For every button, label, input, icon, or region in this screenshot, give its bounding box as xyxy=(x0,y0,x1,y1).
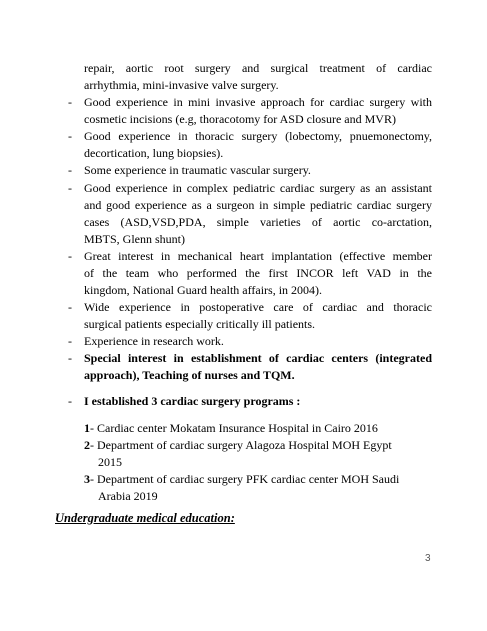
bullet-dash: - xyxy=(68,181,72,195)
bullet-dash: - xyxy=(68,351,72,365)
program-text: - Department of cardiac surgery PFK cardiac center MOH Saudi xyxy=(90,472,400,486)
bullet-line: of the team who performed the first INCOR left VAD in the xyxy=(84,266,432,280)
program-text: - Department of cardiac surgery Alagoza Hospital MOH Egypt xyxy=(90,438,392,452)
bullet-line: MBTS, Glenn shunt) xyxy=(84,232,186,246)
program-item xyxy=(84,437,432,454)
bullet-line: Good experience in thoracic surgery (lobectomy, pnuemonectomy, xyxy=(84,129,432,143)
program-number: 1 xyxy=(84,421,90,435)
program-number: 3 xyxy=(84,472,90,486)
program-text: - Cardiac center Mokatam Insurance Hospital in Cairo 2016 xyxy=(90,421,378,435)
programs-heading: I established 3 cardiac surgery programs : xyxy=(84,394,301,408)
bullet-line: kingdom, National Guard health affairs, in 2004). xyxy=(84,283,323,297)
bullet-line: cases (ASD,VSD,PDA, simple varieties of aortic co-arctation, xyxy=(84,215,432,229)
bullet-line: Wide experience in postoperative care of cardiac and thoracic xyxy=(84,300,432,314)
program-text: Arabia 2019 xyxy=(98,489,158,503)
bullet-line: approach), Teaching of nurses and TQM. xyxy=(84,368,295,382)
bullet-line: Some experience in traumatic vascular surgery. xyxy=(84,163,311,177)
bullet-line: Experience in research work. xyxy=(84,334,224,348)
bullet-line: surgical patients especially critically ill patients. xyxy=(84,317,316,331)
bullet-line: Good experience in mini invasive approach for cardiac surgery with xyxy=(84,95,432,109)
intro-line: arrhythmia, mini-invasive valve surgery. xyxy=(84,78,279,92)
program-item xyxy=(84,471,432,488)
bullet-dash: - xyxy=(68,129,72,143)
bullet-line: cosmetic incisions (e.g, thoracotomy for ASD closure and MVR) xyxy=(84,112,396,126)
bullet-dash: - xyxy=(68,394,72,408)
bullet-line: Good experience in complex pediatric cardiac surgery as an assistant xyxy=(84,181,432,195)
bullet-dash: - xyxy=(68,163,72,177)
program-text: 2015 xyxy=(98,455,122,469)
bullet-dash: - xyxy=(68,249,72,263)
bullet-line: and good experience as a surgeon in simple pediatric cardiac surgery xyxy=(84,198,432,212)
bullet-dash: - xyxy=(68,95,72,109)
program-number: 2 xyxy=(84,438,90,452)
program-item xyxy=(84,420,432,437)
intro-line: repair, aortic root surgery and surgical treatment of cardiac xyxy=(84,61,432,75)
page-number: 3 xyxy=(425,553,431,564)
bullet-line: Special interest in establishment of cardiac centers (integrated xyxy=(84,351,432,365)
bullet-line: Great interest in mechanical heart implantation (effective member xyxy=(84,249,432,263)
section-heading: Undergraduate medical education: xyxy=(55,511,235,525)
bullet-line: decortication, lung biopsies). xyxy=(84,146,224,160)
bullet-dash: - xyxy=(68,334,72,348)
bullet-dash: - xyxy=(68,300,72,314)
